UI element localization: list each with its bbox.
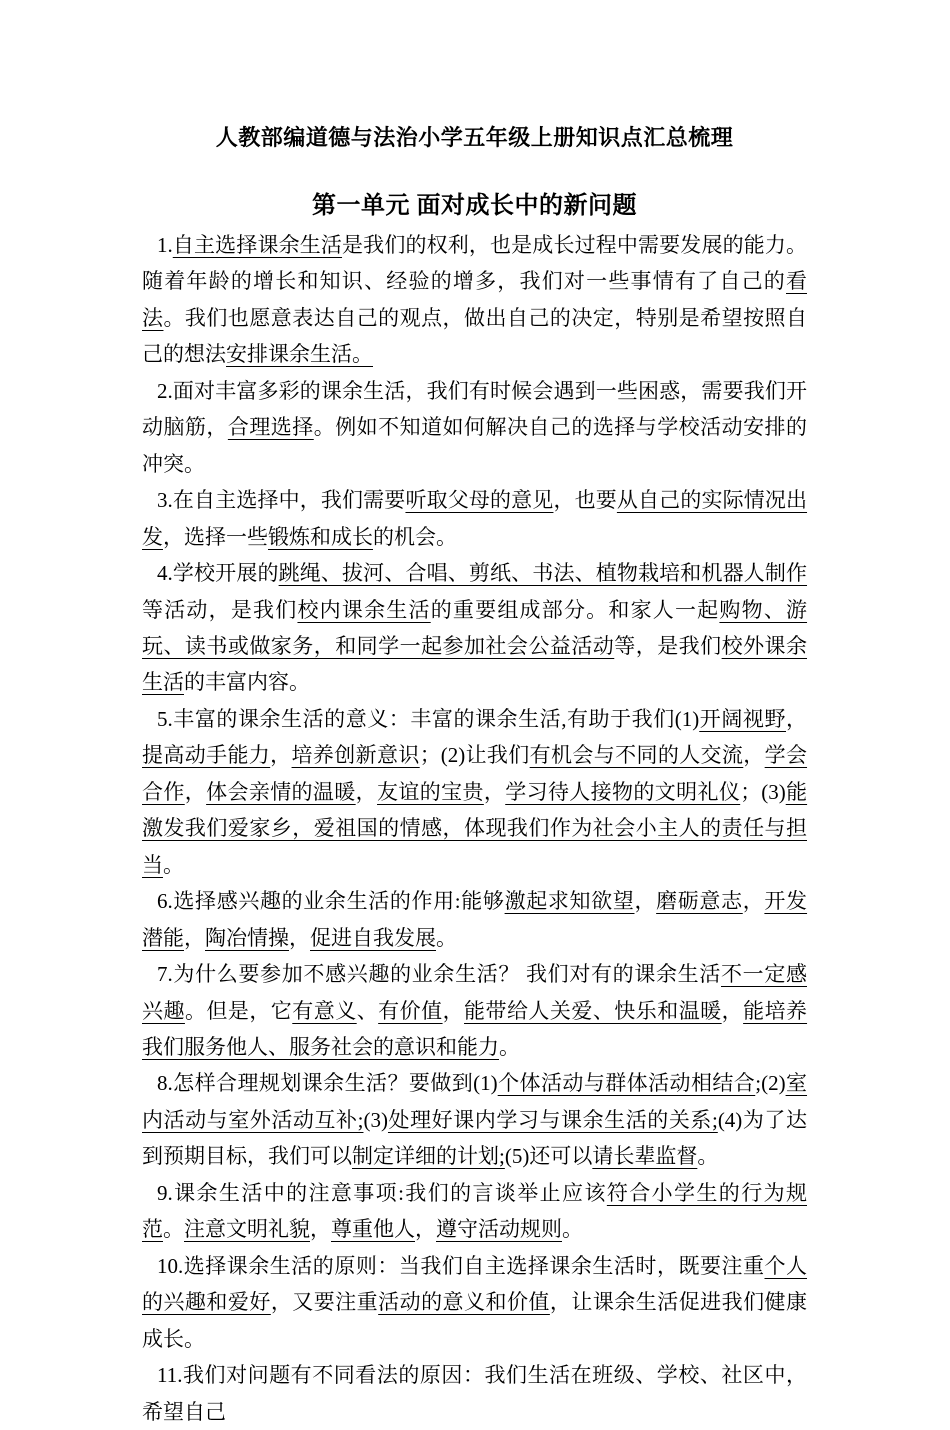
- underlined-text-run: 磨砺意志: [656, 889, 743, 914]
- text-run: ，: [742, 889, 765, 914]
- underlined-text-run: 室内活动与室外活动互补;: [142, 1071, 808, 1132]
- underlined-text-run: 学习待人接物的文明礼仪: [505, 779, 741, 804]
- underlined-text-run: 合理选择: [227, 415, 314, 440]
- text-run: 。: [436, 925, 457, 950]
- text-run: ，: [289, 925, 310, 950]
- underlined-text-run: 制定详细的计划;: [352, 1144, 505, 1169]
- underlined-text-run: 体会亲情的温暖: [206, 779, 356, 804]
- text-run: ，: [786, 706, 808, 731]
- text-run: ，: [184, 925, 205, 950]
- text-run: 。我们也愿意表达自己的观点，做出自己的决定，特别是希望按照自己的想法: [142, 305, 807, 367]
- text-run: ，: [442, 998, 465, 1023]
- underlined-text-run: 有价值: [378, 998, 443, 1023]
- text-run: 5.丰富的课余生活的意义：丰富的课余生活,有助于我们(1): [157, 706, 700, 731]
- underlined-text-run: 激起求知欲望: [504, 889, 635, 914]
- text-run: 。: [697, 1144, 719, 1169]
- text-run: ，: [743, 743, 765, 768]
- text-run: ;(2): [755, 1071, 786, 1096]
- paragraph-11: [142, 1357, 807, 1430]
- text-run: 是我们的权利，也是成长过程中需要发展的能力。随着年龄的增长和知识、经验的增多，我们对一些事情有了自己的: [142, 233, 808, 294]
- text-run: 的机会。: [373, 524, 457, 549]
- text-run: 。例如不知道如何解决自己的选择与学校活动安排的冲突。: [142, 415, 808, 476]
- text-run: 的重要组成部分。和家人一起: [430, 597, 720, 622]
- text-run: 等，是我们: [614, 633, 722, 658]
- underlined-text-run: 请长辈监督: [592, 1144, 698, 1169]
- text-run: 。: [163, 852, 184, 877]
- text-run: (5)还可以: [504, 1144, 593, 1169]
- underlined-text-run: 安排课余生活。: [226, 342, 373, 367]
- text-run: ；(3): [740, 779, 786, 804]
- underlined-text-run: 能培养我们服务他人、服务社会的意识和能力: [142, 998, 808, 1059]
- text-run: ，让课余生活促进我们健康成长。: [142, 1290, 808, 1351]
- underlined-text-run: 能带给人关爱、快乐和温暖: [464, 998, 722, 1023]
- text-run: (3): [363, 1107, 388, 1132]
- underlined-text-run: 从自己的实际情况出发: [142, 488, 808, 549]
- underlined-text-run: 遵守活动规则: [436, 1217, 562, 1242]
- text-run: ，: [310, 1217, 331, 1242]
- text-run: ，又要注重: [270, 1290, 379, 1315]
- underlined-text-run: 尊重他人: [331, 1217, 415, 1242]
- text-run: ，: [184, 779, 207, 804]
- text-run: 等活动，是我们: [142, 597, 298, 622]
- document-body: [142, 227, 807, 1430]
- document-title: 人教部编道德与法治小学五年级上册知识点汇总梳理: [215, 125, 734, 150]
- underlined-text-run: 校外课余生活: [142, 633, 808, 695]
- text-run: 。: [499, 1034, 520, 1059]
- paragraph-8: [142, 1065, 807, 1174]
- text-run: ；(2)让我们: [419, 743, 530, 768]
- text-run: 的丰富内容。: [184, 670, 310, 695]
- text-run: 11.我们对问题有不同看法的原因：我们生活在班级、学校、社区中，希望自己: [142, 1363, 807, 1424]
- underlined-text-run: 促进自我发展: [310, 925, 436, 950]
- text-run: 7.为什么要参加不感兴趣的业余生活？ 我们对有的课余生活: [157, 962, 721, 987]
- paragraph-2: [142, 373, 807, 482]
- underlined-text-run: 校内课余生活: [297, 597, 431, 622]
- text-run: 。: [163, 1217, 184, 1242]
- text-run: ，: [270, 743, 292, 768]
- text-run: 10.选择课余生活的原则：当我们自主选择课余生活时，既要注重: [157, 1253, 765, 1278]
- paragraph-9: [142, 1175, 807, 1248]
- text-run: 1.: [157, 233, 173, 257]
- text-run: ，也要: [553, 488, 617, 513]
- underlined-text-run: 自主选择课余生活: [172, 233, 343, 257]
- text-run: ，: [355, 779, 378, 804]
- paragraph-10: [142, 1248, 807, 1357]
- underlined-text-run: 注意文明礼貌: [184, 1217, 310, 1242]
- text-run: ，: [415, 1217, 436, 1242]
- underlined-text-run: 跳绳、拔河、合唱、剪纸、书法、植物栽培和机器人制作: [278, 561, 808, 586]
- text-run: 。但是，它: [184, 998, 293, 1023]
- underlined-text-run: 友谊的宝贵: [377, 779, 484, 804]
- text-run: 。: [562, 1217, 583, 1242]
- paragraph-4: [142, 555, 807, 701]
- text-run: 6.选择感兴趣的业余生活的作用:能够: [157, 889, 505, 914]
- underlined-text-run: 有意义: [292, 998, 357, 1023]
- underlined-text-run: 不一定感兴趣: [142, 962, 807, 1023]
- text-run: 、: [356, 998, 379, 1023]
- text-run: ，: [721, 998, 744, 1023]
- underlined-text-run: 开发潜能: [142, 889, 808, 950]
- text-run: ，选择一些: [163, 524, 268, 549]
- text-run: 4.学校开展的: [157, 561, 279, 586]
- underlined-text-run: 个人的兴趣和爱好: [142, 1253, 808, 1315]
- text-run: ，: [634, 889, 657, 914]
- paragraph-3: [142, 482, 807, 555]
- underlined-text-run: 活动的意义和价值: [378, 1290, 550, 1315]
- underlined-text-run: 学会合作: [142, 743, 808, 804]
- text-run: ，: [483, 779, 506, 804]
- underlined-text-run: 听取父母的意见: [405, 488, 554, 513]
- underlined-text-run: 有机会与不同的人交流: [529, 743, 744, 768]
- underlined-text-run: 培养创新意识: [291, 743, 420, 768]
- underlined-text-run: 提高动手能力: [142, 743, 271, 768]
- section-heading: 第一单元 面对成长中的新问题: [312, 193, 637, 219]
- underlined-text-run: 陶冶情操: [205, 925, 289, 950]
- text-run: 8.怎样合理规划课余生活？要做到(1): [157, 1071, 498, 1096]
- underlined-text-run: 处理好课内学习与课余生活的关系;: [387, 1107, 718, 1132]
- underlined-text-run: 看法: [142, 269, 807, 330]
- text-run: (4)为了达到预期目标，我们可以: [142, 1107, 807, 1169]
- paragraph-1: [142, 227, 807, 373]
- underlined-text-run: 符合小学生的行为规范: [142, 1180, 807, 1242]
- paragraph-7: [142, 956, 807, 1065]
- paragraph-6: [142, 883, 807, 956]
- underlined-text-run: 个体活动与群体活动相结合: [497, 1071, 756, 1096]
- underlined-text-run: 能激发我们爱家乡，爱祖国的情感，体现我们作为社会小主人的责任与担当: [142, 779, 808, 877]
- underlined-text-run: 开阔视野: [699, 706, 787, 731]
- text-run: 3.在自主选择中，我们需要: [157, 488, 406, 513]
- underlined-text-run: 购物、游玩、读书或做家务，和同学一起参加社会公益活动: [142, 597, 808, 658]
- underlined-text-run: 锻炼和成长: [268, 524, 373, 549]
- paragraph-5: [142, 701, 807, 883]
- text-run: 9.课余生活中的注意事项:我们的言谈举止应该: [157, 1180, 607, 1205]
- text-run: 2.面对丰富多彩的课余生活，我们有时候会遇到一些困惑，需要我们开动脑筋，: [142, 378, 807, 440]
